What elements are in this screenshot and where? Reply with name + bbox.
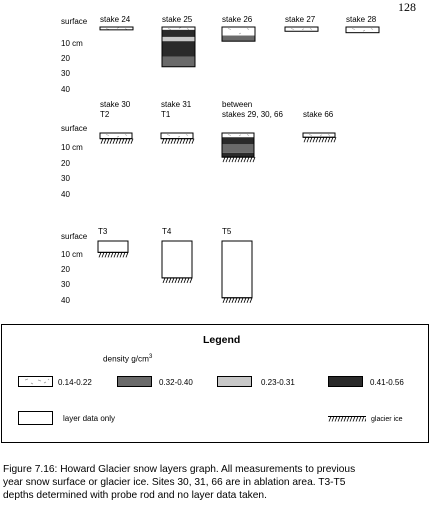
snow-layer [162, 241, 192, 278]
snow-layer [222, 133, 254, 137]
stake-label: stake 26 [222, 15, 253, 24]
legend-swatch-2 [217, 376, 252, 387]
glacier-ice-hatch [166, 278, 168, 283]
glacier-ice-hatch [187, 278, 189, 283]
snow-layer [162, 41, 195, 57]
glacier-ice-hatch [356, 417, 358, 422]
glacier-ice-hatch [247, 157, 249, 162]
density-unit-sup: 3 [148, 354, 153, 360]
glacier-ice-hatch [226, 157, 228, 162]
glacier-ice-hatch [102, 252, 104, 257]
depth-label: 20 [61, 54, 70, 63]
page-number: 128 [398, 0, 416, 14]
glacier-ice-hatch [126, 252, 128, 257]
glacier-ice-hatch [114, 252, 116, 257]
depth-label: surface [61, 17, 88, 26]
legend-label-1: 0.32-0.40 [159, 378, 193, 387]
legend-layer-only-swatch [18, 411, 53, 425]
snow-layer [98, 241, 128, 252]
depth-label: 30 [61, 280, 70, 289]
glacier-ice-hatch [229, 298, 231, 303]
glacier-ice-hatch [241, 298, 243, 303]
snow-layer [285, 27, 318, 31]
stake-label: stakes 29, 30, 66 [222, 110, 283, 119]
stake-label: stake 24 [100, 15, 131, 24]
glacier-ice-hatch [238, 298, 240, 303]
snow-layer [222, 36, 255, 42]
depth-label: 10 cm [61, 39, 83, 48]
glacier-ice-hatch [186, 139, 188, 144]
depth-label: 20 [61, 265, 70, 274]
glacier-ice-hatch [235, 157, 237, 162]
legend-label-3: 0.41-0.56 [370, 378, 404, 387]
density-unit-label [103, 354, 152, 364]
depth-label: 40 [61, 85, 70, 94]
depth-label: surface [61, 124, 88, 133]
snow-layer [346, 27, 379, 33]
glacier-ice-hatch-icon [328, 416, 366, 422]
glacier-ice-hatch [105, 252, 107, 257]
stake-label: stake 66 [303, 110, 334, 119]
stake-label: stake 30 [100, 100, 131, 109]
glacier-ice-hatch [163, 278, 165, 283]
stake-label: stake 28 [346, 15, 377, 24]
glacier-ice-hatch [107, 139, 109, 144]
snow-layer [222, 27, 255, 36]
legend-glacier-ice-label: glacier ice [371, 416, 403, 423]
stake-label: between [222, 100, 253, 109]
stake-label: T2 [100, 110, 110, 119]
snow-layer [222, 137, 254, 144]
depth-label: 10 cm [61, 143, 83, 152]
depth-label: 10 cm [61, 250, 83, 259]
glacier-ice-hatch [110, 139, 112, 144]
glacier-ice-hatch [120, 252, 122, 257]
glacier-ice-hatch [165, 139, 167, 144]
figure-caption [3, 463, 429, 502]
glacier-ice-hatch [322, 137, 324, 142]
glacier-ice-hatch [174, 139, 176, 144]
legend-layer-only-label: layer data only [63, 414, 116, 423]
glacier-ice-hatch [316, 137, 318, 142]
glacier-ice-hatch [119, 139, 121, 144]
glacier-ice-hatch [162, 139, 164, 144]
legend-swatch-3 [328, 376, 363, 387]
legend-label-0: 0.14-0.22 [58, 378, 92, 387]
snow-layer [162, 30, 195, 37]
glacier-ice-hatch [338, 417, 340, 422]
legend-box [1, 324, 429, 443]
glacier-ice-hatch [172, 278, 174, 283]
glacier-ice-hatch [310, 137, 312, 142]
glacier-ice-hatch [359, 417, 361, 422]
depth-label: 20 [61, 159, 70, 168]
glacier-ice-hatch [232, 157, 234, 162]
glacier-ice-hatch [350, 417, 352, 422]
glacier-ice-hatch [123, 252, 125, 257]
stake-label: T4 [162, 227, 172, 236]
glacier-ice-hatch [334, 137, 336, 142]
glacier-ice-hatch [117, 252, 119, 257]
glacier-ice-hatch [101, 139, 103, 144]
depth-label: 30 [61, 174, 70, 183]
glacier-ice-hatch [325, 137, 327, 142]
caption-line-3: depths determined with probe rod and no layer data taken. [3, 490, 267, 501]
snow-layer [100, 133, 132, 139]
snow-layer [162, 57, 195, 67]
glacier-ice-hatch [128, 139, 130, 144]
glacier-ice-hatch [244, 298, 246, 303]
glacier-ice-hatch [131, 139, 133, 144]
glacier-ice-hatch [247, 298, 249, 303]
glacier-ice-hatch [347, 417, 349, 422]
snow-layer [222, 144, 254, 153]
glacier-ice-hatch [344, 417, 346, 422]
glacier-ice-hatch [178, 278, 180, 283]
glacier-ice-hatch [175, 278, 177, 283]
depth-label: surface [61, 232, 88, 241]
glacier-ice-hatch [104, 139, 106, 144]
glacier-ice-hatch [183, 139, 185, 144]
glacier-ice-hatch [253, 157, 255, 162]
snow-layer [222, 153, 254, 157]
glacier-ice-hatch [250, 157, 252, 162]
snow-layer [222, 241, 252, 298]
glacier-ice-hatch [223, 157, 225, 162]
legend-label-2: 0.23-0.31 [261, 378, 295, 387]
glacier-ice-hatch [304, 137, 306, 142]
glacier-ice-hatch [125, 139, 127, 144]
glacier-ice-hatch [353, 417, 355, 422]
glacier-ice-hatch [108, 252, 110, 257]
glacier-ice-hatch [171, 139, 173, 144]
glacier-ice-hatch [223, 298, 225, 303]
glacier-ice-hatch [328, 137, 330, 142]
caption-line-1: Figure 7.16: Howard Glacier snow layers graph. All measurements to previous [3, 464, 356, 475]
glacier-ice-hatch [232, 298, 234, 303]
glacier-ice-hatch [184, 278, 186, 283]
depth-label: 40 [61, 296, 70, 305]
glacier-ice-hatch [365, 417, 366, 422]
glacier-ice-hatch [341, 417, 343, 422]
glacier-ice-hatch [362, 417, 364, 422]
glacier-ice-hatch [244, 157, 246, 162]
glacier-ice-hatch [180, 139, 182, 144]
stake-label: stake 31 [161, 100, 192, 109]
stake-label: stake 27 [285, 15, 316, 24]
glacier-ice-hatch [307, 137, 309, 142]
snow-layer [161, 133, 193, 139]
glacier-ice-hatch [229, 157, 231, 162]
glacier-ice-hatch [192, 139, 194, 144]
glacier-ice-hatch [190, 278, 192, 283]
glacier-ice-hatch [189, 139, 191, 144]
glacier-ice-hatch [177, 139, 179, 144]
density-unit-text: density g/cm [103, 354, 149, 364]
glacier-ice-hatch [116, 139, 118, 144]
legend-swatch-1 [117, 376, 152, 387]
glacier-ice-hatch [169, 278, 171, 283]
glacier-ice-hatch [241, 157, 243, 162]
depth-label: 30 [61, 69, 70, 78]
caption-line-2: year snow surface or glacier ice. Sites 30, 31, 66 are in ablation area. T3-T5 [3, 477, 346, 488]
glacier-ice-hatch [250, 298, 252, 303]
glacier-ice-hatch [181, 278, 183, 283]
glacier-ice-hatch [335, 417, 337, 422]
glacier-ice-hatch [235, 298, 237, 303]
glacier-ice-hatch [111, 252, 113, 257]
glacier-ice-hatch [226, 298, 228, 303]
stake-label: T3 [98, 227, 108, 236]
legend-title: Legend [203, 334, 241, 346]
snow-layer [303, 133, 335, 137]
glacier-ice-hatch [319, 137, 321, 142]
glacier-ice-hatch [329, 417, 331, 422]
glacier-ice-hatch [313, 137, 315, 142]
legend-swatch-0 [18, 376, 53, 387]
glacier-ice-hatch [332, 417, 334, 422]
stake-label: T5 [222, 227, 232, 236]
glacier-ice-hatch [113, 139, 115, 144]
snow-layer [162, 37, 195, 41]
glacier-ice-hatch [99, 252, 101, 257]
stake-label: T1 [161, 110, 171, 119]
glacier-ice-hatch [238, 157, 240, 162]
stake-label: stake 25 [162, 15, 193, 24]
glacier-ice-hatch [122, 139, 124, 144]
glacier-ice-hatch [168, 139, 170, 144]
glacier-ice-hatch [331, 137, 333, 142]
depth-label: 40 [61, 190, 70, 199]
